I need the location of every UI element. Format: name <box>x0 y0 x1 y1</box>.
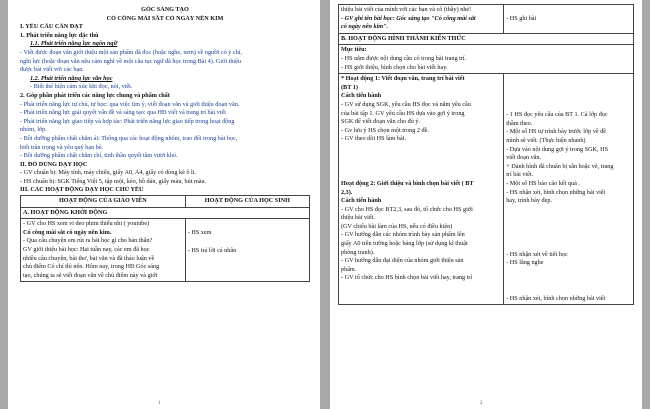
cell-line: - Qua câu chuyện em rút ra bài học gì cho bản thân? <box>23 237 153 245</box>
cell-line: 2,3). <box>341 188 353 196</box>
cell-line: (GV chiếu bài làm của HS, nếu có điều kiện) <box>341 222 453 230</box>
cell-line: - HS lắng nghe <box>506 259 544 267</box>
cell-line: - HS giới thiệu, bình chọn cho bài viết hay. <box>341 63 448 71</box>
cell-line: - GV hướng dẫn đại diện của nhóm giới thiệu sản <box>341 257 464 265</box>
cell-line: thiệu bài viết. <box>341 214 375 222</box>
paragraph: được bài viết với các bạn. <box>20 66 84 74</box>
table-row <box>339 74 634 305</box>
student-cell <box>504 74 634 305</box>
activity-table <box>338 4 634 305</box>
paragraph: - Viết được đoạn văn giới thiệu một sản phẩm đã đọc (hoặc nghe, xem) về người có ý chí, <box>20 48 243 56</box>
cell-line: Mục tiêu: <box>341 46 367 54</box>
lesson-category: GÓC SÁNG TẠO <box>141 6 189 13</box>
paragraph: - GV chuẩn bị: Máy tính, máy chiếu, giấy A0, A4, giấy có dòng kẻ ô li. <box>20 169 197 177</box>
page-number: 1 <box>158 401 161 406</box>
subsection-heading: 2. Góp phần phát triển các năng lực chung và phẩm chất <box>20 91 170 99</box>
section-heading: III. CÁC HOẠT ĐỘNG DẠY HỌC CHỦ YẾU <box>20 186 144 194</box>
table-row <box>339 33 634 45</box>
teacher-cell <box>21 219 186 282</box>
cell-line: trí bài viết. <box>506 171 534 179</box>
activity-heading: B. HOẠT ĐỘNG HÌNH THÀNH KIẾN THỨC <box>339 33 634 45</box>
cell-line: GV giới thiệu bài học: Hai tuần nay, các em đã học <box>23 246 150 254</box>
student-cell <box>185 219 309 282</box>
teacher-cell <box>339 74 504 305</box>
cell-line: - 1 HS đọc yêu cầu của BT 1. Cả lớp đọc <box>506 111 608 119</box>
cell-line: phòng tranh). <box>341 248 375 256</box>
activity-table <box>20 195 310 282</box>
column-header: HOẠT ĐỘNG CỦA GIÁO VIÊN <box>21 196 186 208</box>
cell-line: - GV theo dõi HS làm bài. <box>341 135 407 143</box>
paragraph: biết trân trọng và yêu quý bạn bè. <box>20 143 104 151</box>
cell-line: nhiều câu chuyện, bài thơ, bài văn và đã thảo luận về <box>23 254 155 262</box>
table-row <box>21 207 310 219</box>
paragraph: - Bồi dưỡng phẩm chất chăm ái: Thông qua các hoạt động nhóm, trao đổi trong bài học, <box>20 134 238 142</box>
cell-line: mình sẽ viết. (Thực hiện nhanh) <box>506 136 586 144</box>
table-row <box>21 219 310 282</box>
cell-line: - HS xem <box>187 229 212 237</box>
student-cell <box>504 5 634 34</box>
cell-line: - HS nhận xét về tiết học <box>506 250 568 258</box>
cell-line: thầm theo. <box>506 119 533 127</box>
cell-line: chủ điểm Có chí thì nên. Hôm nay, trong HĐ Góc sáng <box>23 263 160 271</box>
paragraph: - Phát triển năng lực giao tiếp và hợp tác: Phát triển năng lực giao tiếp trong hoạt động <box>20 117 235 125</box>
paragraph: - Bồi dưỡng phẩm chất chăm chỉ, tinh thần quyết tâm vượt khó. <box>20 152 178 160</box>
cell-line: (BT 1) <box>341 83 358 91</box>
document-page-2 <box>330 0 642 409</box>
cell-line: - GV sử dụng SGK, yêu cầu HS đọc và nắm yêu cầu <box>341 100 471 108</box>
cell-line: - Một số HS tự trình bày trước lớp về đề <box>506 128 607 136</box>
cell-line: SGK để viết đoạn văn cho đủ ý. <box>341 118 421 126</box>
section-heading: I. YÊU CẦU CẦN ĐẠT <box>20 23 83 31</box>
cell-line: Cách tiến hành <box>341 197 382 205</box>
paragraph: - Biết thể hiện cảm xúc khi đọc, nói, viết. <box>30 83 133 91</box>
cell-line: - HS nắm được nội dung cần có trong bài trang trí. <box>341 54 467 62</box>
cell-line: * Hoạt động 1: Viết đoạn văn, trang trí bài viết <box>341 75 465 83</box>
teacher-cell <box>339 5 504 34</box>
cell-line: - GV tổ chức cho HS bình chọn bài viết hay, trang trí <box>341 274 473 282</box>
paragraph: - Phát triển năng lực tự chủ, tự học: qua việc tìm ý, viết đoạn văn và giới thiệu đoạn văn. <box>20 100 240 108</box>
cell-line: - HS nhận xét, bình chọn những bài viết <box>506 294 606 302</box>
section-heading: II. ĐỒ DÙNG DẠY HỌC <box>20 160 88 168</box>
cell-line: Có công mài sắt có ngày nên kim. <box>23 228 112 236</box>
paragraph: - Phát triển năng lực giải quyết vấn đề và sáng tạo: qua HĐ viết và trang trí bài viết <box>20 109 226 117</box>
page-number: 2 <box>480 401 483 406</box>
cell-line: Hoạt động 2: Giới thiệu và bình chọn bài viết ( BT <box>341 179 474 187</box>
table-row <box>339 45 634 74</box>
objectives-cell <box>339 45 634 74</box>
cell-line: - Gv lưu ý HS chọn một trong 2 đề. <box>341 126 429 134</box>
paragraph: - HS chuẩn bị: SGK Tiếng Việt 5, tập một, kéo, hồ dán, giấy màu, bút màu. <box>20 177 207 185</box>
cell-line: - Một số HS báo cáo kết quả . <box>506 179 580 187</box>
table-row <box>339 5 634 34</box>
cell-line: - HS nhận xét, bình chọn những bài viết <box>506 188 606 196</box>
cell-line: - GV hướng dẫn các nhóm trình bày sản phẩm lên <box>341 231 465 239</box>
cell-line: có ngày nên kim". <box>341 23 389 31</box>
cell-line: - Dựa vào nội dung gợi ý trong SGK, HS <box>506 145 609 153</box>
subsection-heading: 1.2. Phát triển năng lực văn học <box>30 74 113 82</box>
cell-line: của bài tập 1. GV yêu cầu HS dựa vào gợi ý trong <box>341 109 465 117</box>
activity-heading: A. HOẠT ĐỘNG KHỞI ĐỘNG <box>21 207 310 219</box>
lesson-title: CÓ CÔNG MÀI SẮT CÓ NGÀY NÊN KIM <box>106 14 224 22</box>
cell-line: giấy A0 trên tường hoặc bảng lớp (sử dụng kĩ thuật <box>341 240 468 248</box>
subsection-heading: 1.1. Phát triển năng lực ngôn ngữ <box>30 40 118 48</box>
paragraph: nghị lực (hoặc đoạn văn nêu cảm nghĩ về một câu tục ngữ đã học trong Bài 4). Giới thiệu <box>20 57 241 65</box>
column-header: HOẠT ĐỘNG CỦA HỌC SINH <box>185 196 309 208</box>
cell-line: Cách tiến hành <box>341 92 382 100</box>
table-header-row <box>21 196 310 208</box>
document-page-1 <box>8 0 320 409</box>
paragraph: nhóm, lớp. <box>20 126 47 134</box>
cell-line: thiệu bài viết của mình với các bạn và cô (thầy) nhé! <box>341 6 472 13</box>
cell-line: hay, trình bày đẹp. <box>506 197 553 205</box>
cell-line: phẩm. <box>341 265 357 273</box>
cell-line: - HS ghi bài <box>506 15 537 22</box>
cell-line: - GV cho HS xem vi deo phim thiếu nhi ( youtube) <box>23 220 150 228</box>
cell-line: + Dành hình đã chuẩn bị sẵn hoặc vẽ, trang <box>506 162 614 170</box>
cell-line: tạo, chúng ta sẽ viết đoạn văn về chủ điểm này và giới <box>23 271 158 279</box>
cell-line: - GV ghi tên bài học: Góc sáng tạo "Có công mài sắt <box>341 14 476 22</box>
cell-line: - HS trả lời cá nhân <box>187 246 237 254</box>
subsection-heading: 1. Phát triển năng lực đặc thù <box>20 31 99 39</box>
cell-line: - GV cho HS đọc BT2,3, sau đó, tổ chức cho HS giới <box>341 205 473 213</box>
cell-line: viết đoạn văn. <box>506 154 542 162</box>
